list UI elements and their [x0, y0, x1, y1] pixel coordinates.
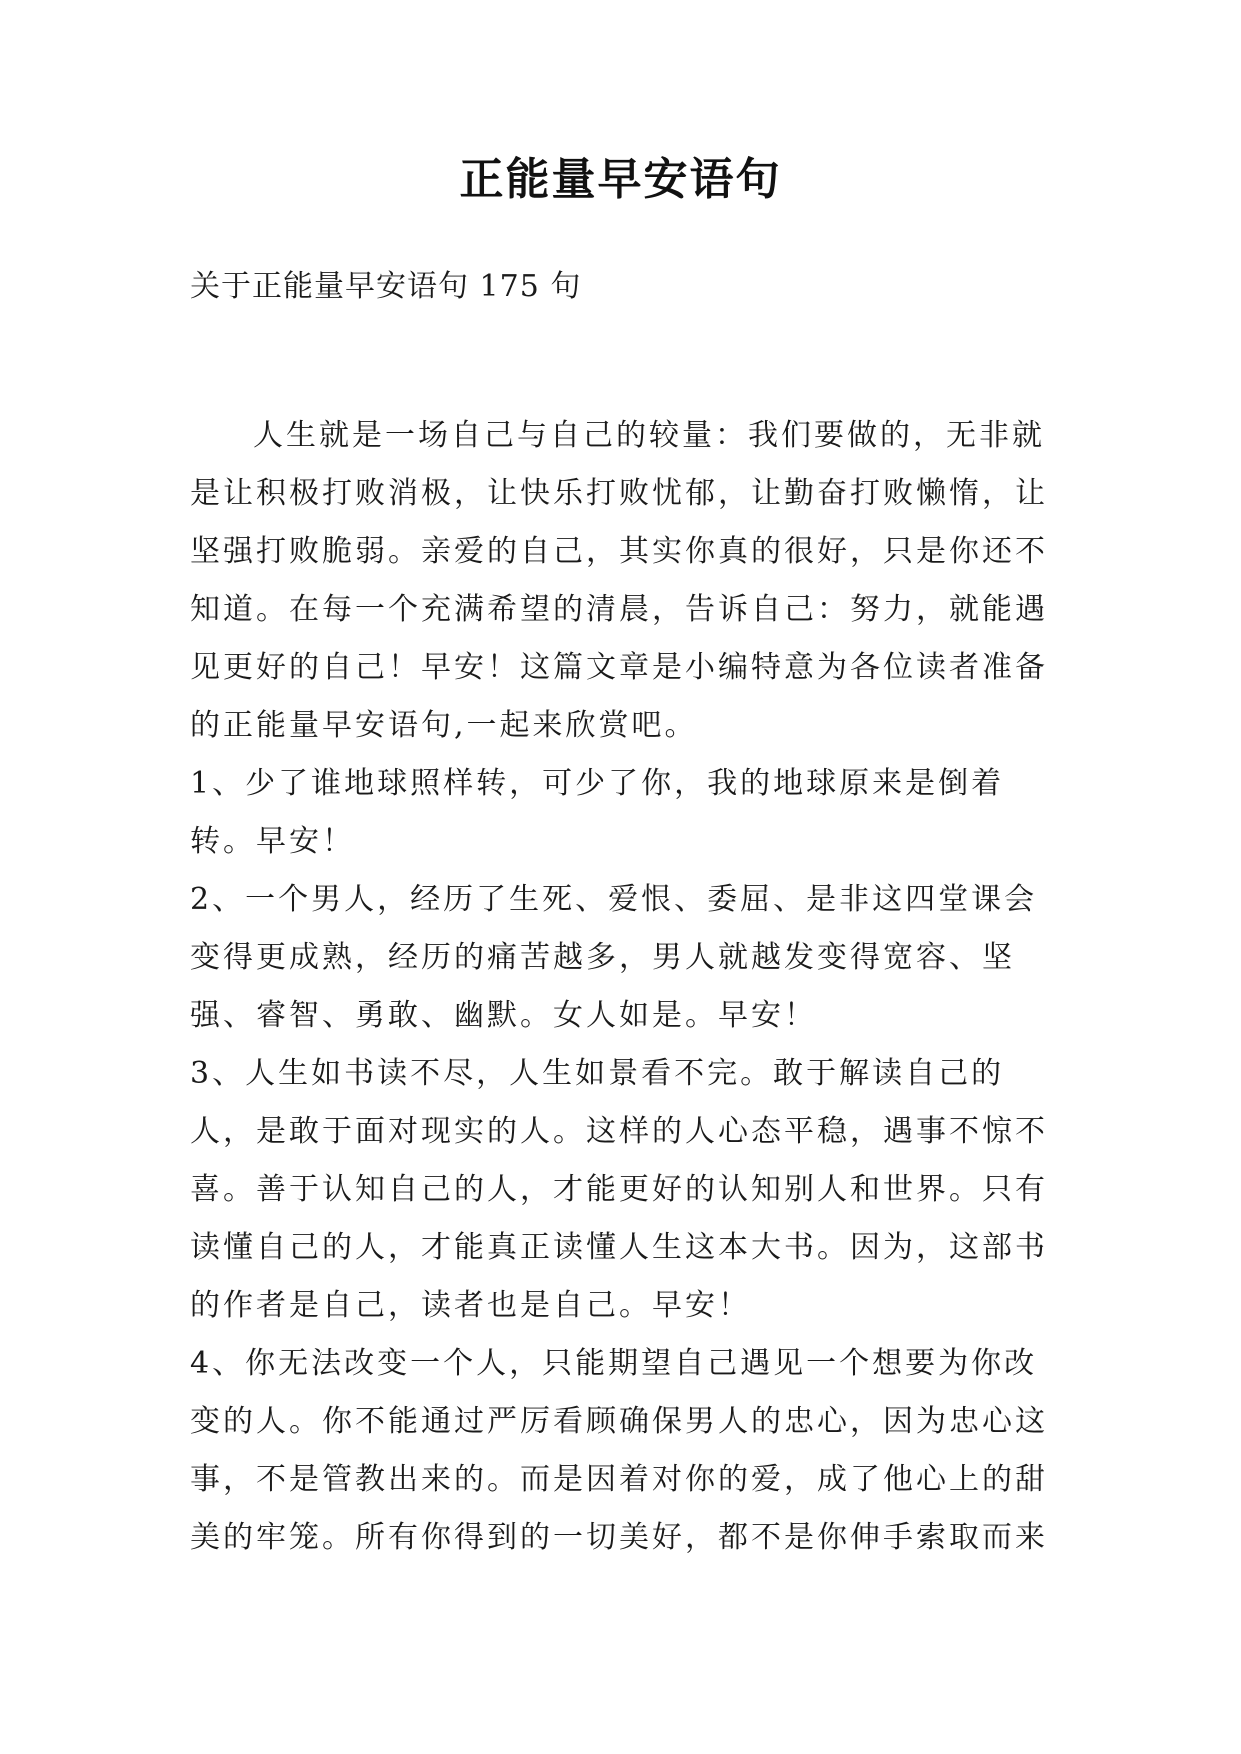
list-item: 3、人生如书读不尽，人生如景看不完。敢于解读自己的人，是敢于面对现实的人。这样的人心态平稳，遇事不惊不喜。善于认知自己的人，才能更好的认知别人和世界。只有读懂自己的人，才能真正读懂人生这本大书。因为，这部书的作者是自己，读者也是自己。早安！: [190, 1056, 1048, 1323]
list-item: 1、少了谁地球照样转，可少了你，我的地球原来是倒着转。早安！: [190, 766, 1005, 859]
intro-paragraph: 人生就是一场自己与自己的较量：我们要做的，无非就是让积极打败消极，让快乐打败忧郁，让勤奋打败懒惰，让坚强打败脆弱。亲爱的自己，其实你真的很好，只是你还不知道。在每一个充满希望的清晨，告诉自己：努力，就能遇见更好的自己！早安！这篇文章是小编特意为各位读者准备的正能量早安语句,一起来欣赏吧。: [190, 418, 1048, 743]
list-item: 2、一个男人，经历了生死、爱恨、委屈、是非这四堂课会变得更成熟，经历的痛苦越多，男人就越发变得宽容、坚强、睿智、勇敢、幽默。女人如是。早安！: [190, 882, 1038, 1033]
list-item: 4、你无法改变一个人，只能期望自己遇见一个想要为你改变的人。你不能通过严厉看顾确保男人的忠心，因为忠心这事，不是管教出来的。而是因着对你的爱，成了他心上的甜美的牢笼。所有你得到的一切美好，都不是你伸手索取而来: [190, 1346, 1048, 1555]
document-title: 正能量早安语句: [459, 154, 782, 205]
document-body: [190, 407, 1070, 1567]
document-subtitle: 关于正能量早安语句 175 句: [190, 269, 582, 304]
